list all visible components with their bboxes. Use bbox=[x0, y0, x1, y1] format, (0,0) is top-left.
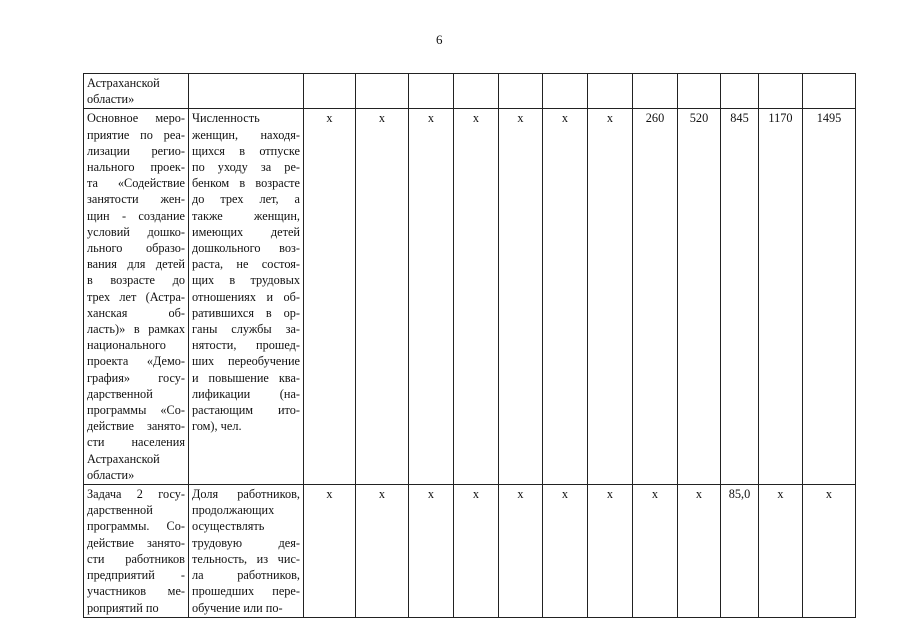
text-line: бенком в возрасте bbox=[192, 176, 300, 191]
value-cell: x bbox=[588, 109, 633, 485]
text-line: Астраханской bbox=[87, 76, 160, 90]
value-cell: x bbox=[543, 485, 588, 618]
value-cell: x bbox=[409, 485, 454, 618]
text-line: также женщин, bbox=[192, 208, 300, 223]
text-line: раста, не состоя- bbox=[192, 257, 300, 272]
table-row bbox=[84, 485, 856, 618]
text-line: программы «Со- bbox=[87, 403, 185, 418]
activity-cell bbox=[84, 109, 189, 485]
text-line: сти населения bbox=[87, 435, 185, 450]
text-line: роприятий по bbox=[87, 600, 159, 615]
value-cell: x bbox=[803, 485, 856, 618]
text-line: Численность bbox=[192, 111, 260, 126]
text-line: Задача 2 госу- bbox=[87, 487, 185, 502]
text-line: действие занято- bbox=[87, 419, 185, 434]
value-cell: x bbox=[633, 485, 678, 618]
value-cell bbox=[356, 74, 409, 109]
text-line: ратившихся в ор- bbox=[192, 305, 300, 320]
text-line: до трех лет, а bbox=[192, 192, 300, 207]
value-cell bbox=[499, 74, 543, 109]
text-line: по уходу за ре- bbox=[192, 160, 300, 175]
text-line: та «Содействие bbox=[87, 176, 185, 191]
text-line: льного образо- bbox=[87, 241, 185, 256]
value-cell bbox=[409, 74, 454, 109]
value-cell: x bbox=[759, 485, 803, 618]
value-cell bbox=[803, 74, 856, 109]
text-line: национального bbox=[87, 338, 166, 353]
indicator-table bbox=[83, 73, 856, 618]
table-row bbox=[84, 109, 856, 485]
text-line: графия» госу- bbox=[87, 370, 185, 385]
value-cell bbox=[678, 74, 721, 109]
value-cell bbox=[454, 74, 499, 109]
value-cell bbox=[759, 74, 803, 109]
value-cell: 1170 bbox=[759, 109, 803, 485]
text-line: в возрасте до bbox=[87, 273, 185, 288]
text-line: щихся в отпуске bbox=[192, 143, 300, 158]
text-line: Основное меро- bbox=[87, 111, 185, 126]
text-line: области» bbox=[87, 467, 135, 482]
indicator-cell bbox=[189, 74, 304, 109]
text-line: приятие по реа- bbox=[87, 127, 185, 142]
value-cell: x bbox=[499, 485, 543, 618]
value-cell: x bbox=[454, 485, 499, 618]
value-cell: x bbox=[678, 485, 721, 618]
text-line: дарственной bbox=[87, 386, 153, 401]
value-cell bbox=[543, 74, 588, 109]
value-cell: x bbox=[304, 485, 356, 618]
value-cell: 1495 bbox=[803, 109, 856, 485]
activity-cell bbox=[84, 74, 189, 109]
text-line: условий дошко- bbox=[87, 224, 185, 239]
value-cell: x bbox=[543, 109, 588, 485]
text-line: сти работников bbox=[87, 551, 185, 566]
text-line: дарственной bbox=[87, 503, 153, 518]
value-cell bbox=[304, 74, 356, 109]
value-cell: x bbox=[454, 109, 499, 485]
text-line: обучение или по- bbox=[192, 600, 283, 615]
indicator-cell bbox=[189, 485, 304, 618]
text-line: занятости жен- bbox=[87, 192, 185, 207]
text-line: проекта «Демо- bbox=[87, 354, 185, 369]
text-line: действие занято- bbox=[87, 535, 185, 550]
text-line: трех лет (Астра- bbox=[87, 289, 185, 304]
text-line: отношениях и об- bbox=[192, 289, 300, 304]
value-cell: 520 bbox=[678, 109, 721, 485]
text-line: программы. Со- bbox=[87, 519, 185, 534]
text-line: Астраханской bbox=[87, 451, 160, 466]
value-cell: x bbox=[499, 109, 543, 485]
value-cell bbox=[633, 74, 678, 109]
text-line: имеющих детей bbox=[192, 224, 300, 239]
text-line: женщин, находя- bbox=[192, 127, 300, 142]
text-line: вания для детей bbox=[87, 257, 185, 272]
indicator-cell bbox=[189, 109, 304, 485]
text-line: лификации (на- bbox=[192, 386, 300, 401]
text-line: ласть)» в рамках bbox=[87, 322, 185, 337]
page-number: 6 bbox=[436, 32, 443, 47]
text-line: ших переобучение bbox=[192, 354, 300, 369]
value-cell: 845 bbox=[721, 109, 759, 485]
value-cell: x bbox=[304, 109, 356, 485]
text-line: щин - создание bbox=[87, 208, 185, 223]
text-line: ганы службы за- bbox=[192, 322, 300, 337]
text-line: осуществлять bbox=[192, 519, 265, 534]
value-cell: x bbox=[588, 485, 633, 618]
text-line: щих в трудовых bbox=[192, 273, 300, 288]
value-cell: 85,0 bbox=[721, 485, 759, 618]
text-line: участников ме- bbox=[87, 584, 185, 599]
value-cell: x bbox=[409, 109, 454, 485]
text-line: прошедших пере- bbox=[192, 584, 300, 599]
text-line: гом), чел. bbox=[192, 419, 242, 434]
value-cell bbox=[588, 74, 633, 109]
activity-cell bbox=[84, 485, 189, 618]
text-line: лизации регио- bbox=[87, 143, 185, 158]
text-line: растающим ито- bbox=[192, 403, 300, 418]
text-line: продолжающих bbox=[192, 503, 275, 518]
text-line: тельность, из чис- bbox=[192, 551, 300, 566]
value-cell: 260 bbox=[633, 109, 678, 485]
text-line: области» bbox=[87, 92, 135, 107]
value-cell bbox=[721, 74, 759, 109]
text-line: трудовую дея- bbox=[192, 535, 300, 550]
text-line: Доля работников, bbox=[192, 487, 300, 502]
text-line: ла работников, bbox=[192, 568, 300, 583]
text-line: ханская об- bbox=[87, 305, 185, 320]
value-cell: x bbox=[356, 109, 409, 485]
table-row bbox=[84, 74, 856, 109]
text-line: предприятий - bbox=[87, 568, 185, 583]
value-cell: x bbox=[356, 485, 409, 618]
text-line: и повышение ква- bbox=[192, 370, 300, 385]
text-line: дошкольного воз- bbox=[192, 241, 300, 256]
text-line: нального проек- bbox=[87, 160, 185, 175]
text-line: нятости, прошед- bbox=[192, 338, 300, 353]
